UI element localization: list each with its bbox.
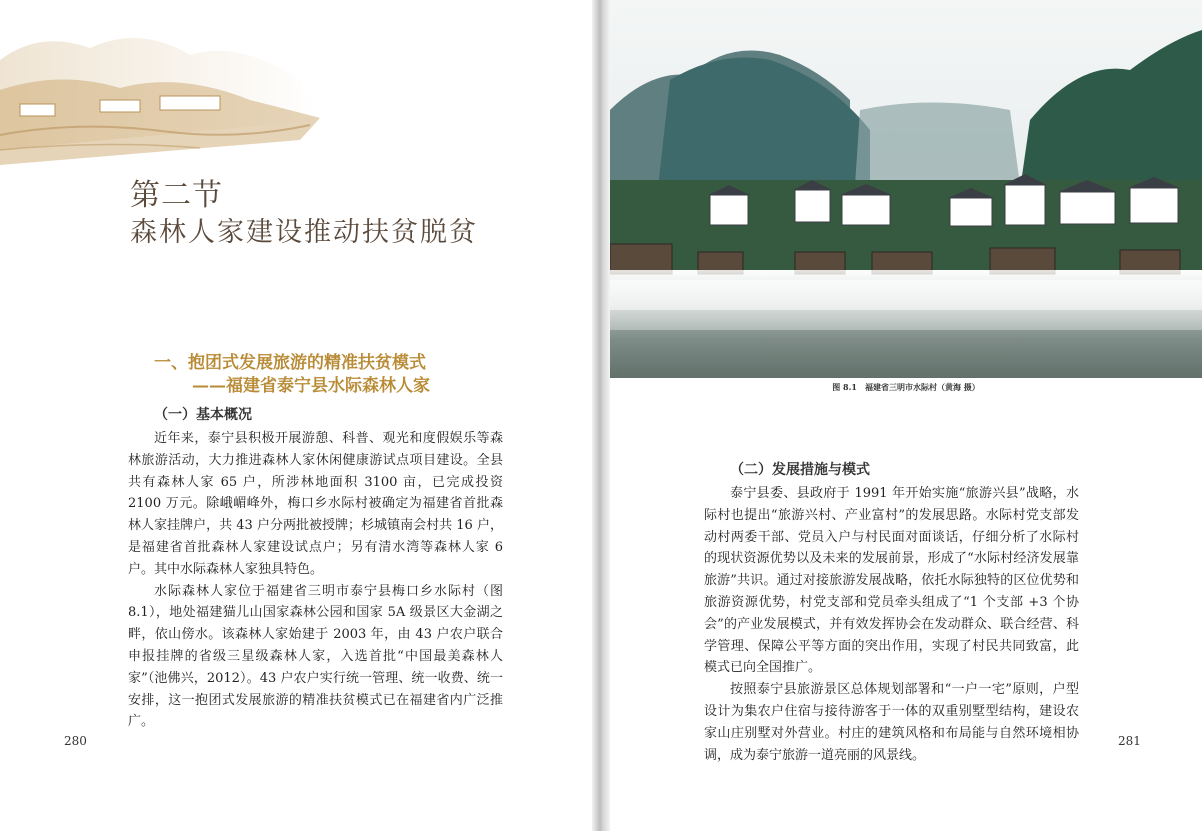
subheading-basic-overview: （一）基本概况 (154, 407, 252, 423)
page-number: 281 (1118, 734, 1141, 748)
section-title: 森林人家建设推动扶贫脱贫 (130, 217, 478, 248)
paragraph: 泰宁县委、县政府于 1991 年开始实施“旅游兴县”战略，水际村也提出“旅游兴村、产业富村”的发展思路。水际村党支部发动村两委干部、党员入户与村民面对面谈话，仔细分析了水际村的现状资源优势以及未来的发展前景，形成了“水际村经济发展靠旅游”共识。通过对接旅游发展战略，依托水际独特的区位优势和旅游资源优势，村党支部和党员牵头组成了“1 个支部 +3 个协会”的产业发展模式，并有效发挥协会在发动群众、联合经营、科学管理、保障公平等方面的突出作用，实现了村民共同致富，此模式已向全国推广。 (704, 486, 1079, 676)
right-page (610, 0, 1202, 831)
heading-line-2: ——福建省泰宁县水际森林人家 (192, 376, 430, 396)
page-number: 280 (64, 734, 87, 748)
figure-caption: 图 8.1 福建省三明市水际村（黄海 摄） (832, 382, 980, 392)
paragraph: 按照泰宁县旅游景区总体规划部署和“一户一宅”原则，户型设计为集农户住宿与接待游客于一体的双重别墅型结构，建设农家山庄别墅对外营业。村庄的建筑风格和布局能与自然环境相协调，成为泰宁旅游一道亮丽的风景线。 (704, 682, 1079, 763)
book-spine (592, 0, 610, 831)
village-photo (610, 0, 1202, 378)
paragraph: 水际森林人家位于福建省三明市泰宁县梅口乡水际村（图 8.1），地处福建猫儿山国家森林公园和国家 5A 级景区大金湖之畔，依山傍水。该森林人家始建于 2003 年，由 43 户农户联合申报挂牌的省级三星级森林人家，入选首批“中国最美森林人家”（池佛兴，2012）。43 户农户实行统一管理、统一收费、统一安排，这一抱团式发展旅游的精准扶贫模式已在福建省内广泛推广。 (128, 583, 503, 730)
heading-line-1: 一、抱团式发展旅游的精准扶贫模式 (154, 353, 426, 373)
paragraph: 近年来，泰宁县积极开展游憩、科普、观光和度假娱乐等森林旅游活动，大力推进森林人家休闲健康游试点项目建设。全县共有森林人家 65 户，所涉林地面积 3100 亩，已完成投资 2100 万元。除峨嵋峰外，梅口乡水际村被确定为福建省首批森林人家挂牌户，共 43 户分两批被授牌；杉城镇南会村共 16 户，是福建省首批森林人家建设试点户；另有清水湾等森林人家 6 户。其中水际森林人家独具特色。 (128, 431, 503, 577)
section-number: 第二节 (130, 178, 223, 213)
body-text-right (704, 483, 1079, 766)
body-text-left (128, 428, 503, 733)
left-page (0, 0, 592, 831)
ink-landscape-illustration (0, 0, 340, 170)
subheading-measures: （二）发展措施与模式 (730, 462, 870, 478)
